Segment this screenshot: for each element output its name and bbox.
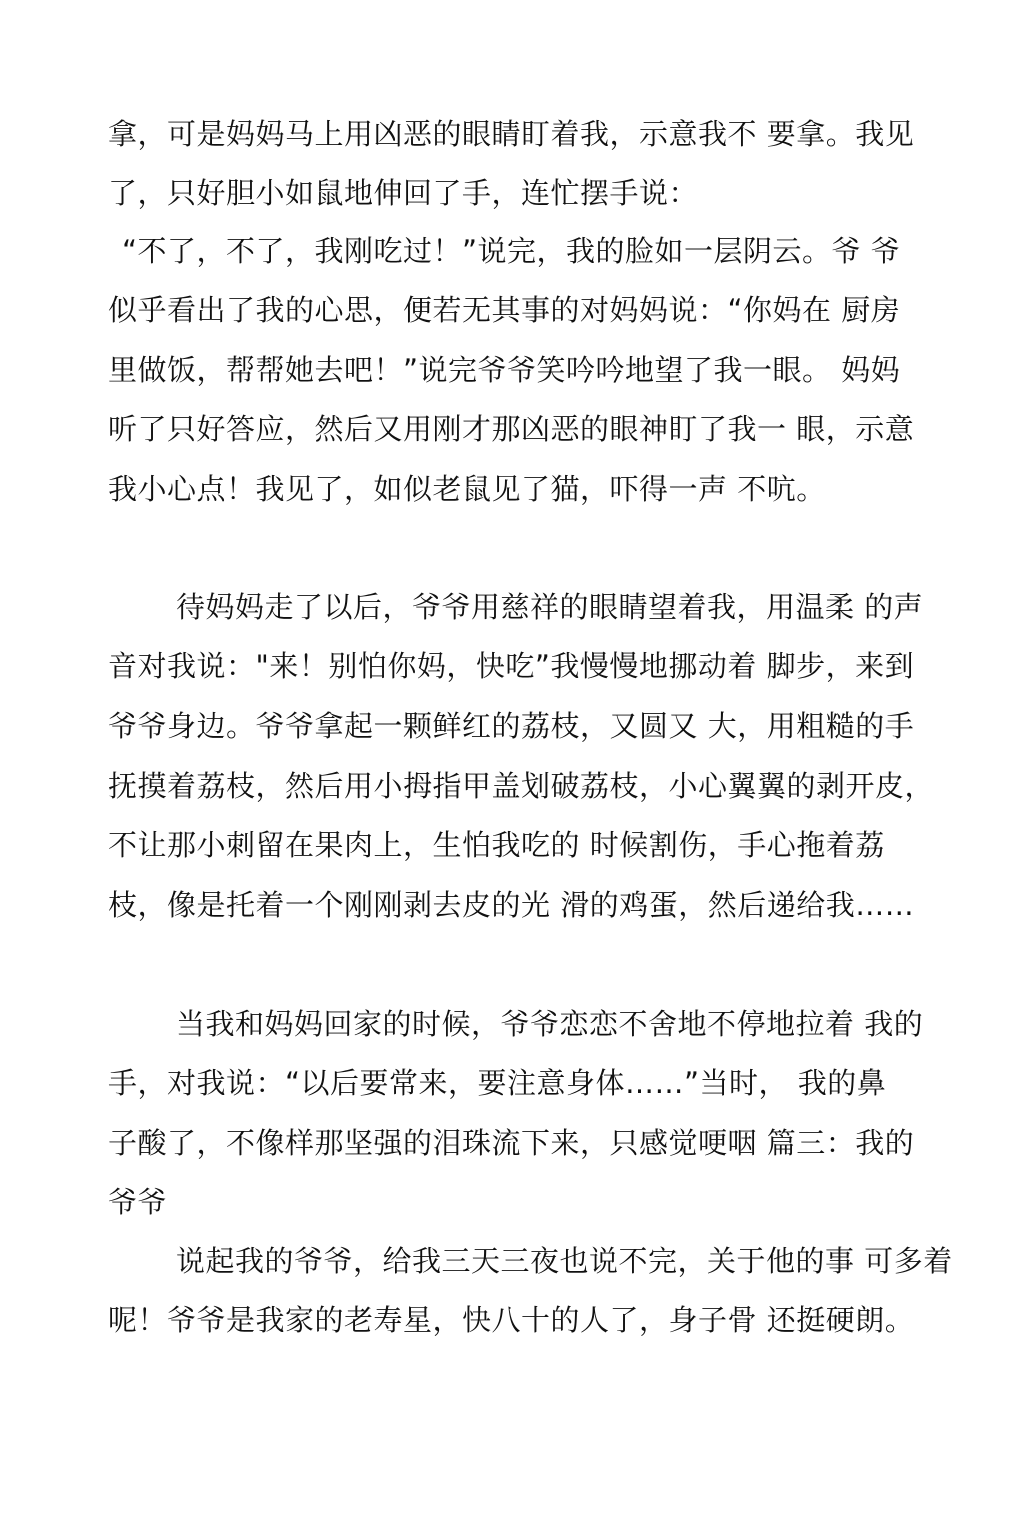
text-line: 当我和妈妈回家的时候，爷爷恋恋不舍地不停地拉着 我的	[176, 1007, 924, 1041]
text-line: 我小心点！我见了，如似老鼠见了猫，吓得一声 不吭。	[108, 472, 826, 506]
text-line: 了，只好胆小如鼠地伸回了手，连忙摆手说：	[108, 176, 699, 210]
text-line: “不了，不了，我刚吃过！”说完，我的脸如一层阴云。爷 爷	[122, 234, 901, 268]
text-line: 手，对我说：“以后要常来，要注意身体……”当时， 我的鼻	[108, 1066, 887, 1100]
text-line: 爷爷身边。爷爷拿起一颗鲜红的荔枝，又圆又 大，用粗糙的手	[108, 709, 915, 743]
text-line: 不让那小刺留在果肉上，生怕我吃的 时候割伤，手心拖着荔	[108, 828, 885, 862]
text-line: 爷爷	[108, 1185, 168, 1219]
text-line: 抚摸着荔枝，然后用小拇指甲盖划破荔枝，小心翼翼的剥开皮，	[108, 769, 935, 803]
text-line: 子酸了，不像样那坚强的泪珠流下来，只感觉哽咽 篇三：我的	[108, 1126, 915, 1160]
text-line: 似乎看出了我的心思，便若无其事的对妈妈说：“你妈在 厨房	[108, 293, 901, 327]
text-line: 待妈妈走了以后，爷爷用慈祥的眼睛望着我，用温柔 的声	[176, 590, 924, 624]
text-line: 里做饭，帮帮她去吧！”说完爷爷笑吟吟地望了我一眼。 妈妈	[108, 353, 901, 387]
text-line: 拿，可是妈妈马上用凶恶的眼睛盯着我，示意我不 要拿。我见	[108, 117, 915, 151]
text-line: 音对我说："来！别怕你妈，快吃”我慢慢地挪动着 脚步，来到	[108, 649, 915, 683]
text-line: 听了只好答应，然后又用刚才那凶恶的眼神盯了我一 眼，示意	[108, 412, 915, 446]
text-line: 枝，像是托着一个刚刚剥去皮的光 滑的鸡蛋，然后递给我……	[108, 888, 915, 922]
text-line: 说起我的爷爷，给我三天三夜也说不完，关于他的事 可多着	[176, 1244, 953, 1278]
text-line: 呢！爷爷是我家的老寿星，快八十的人了，身子骨 还挺硬朗。	[108, 1303, 915, 1337]
